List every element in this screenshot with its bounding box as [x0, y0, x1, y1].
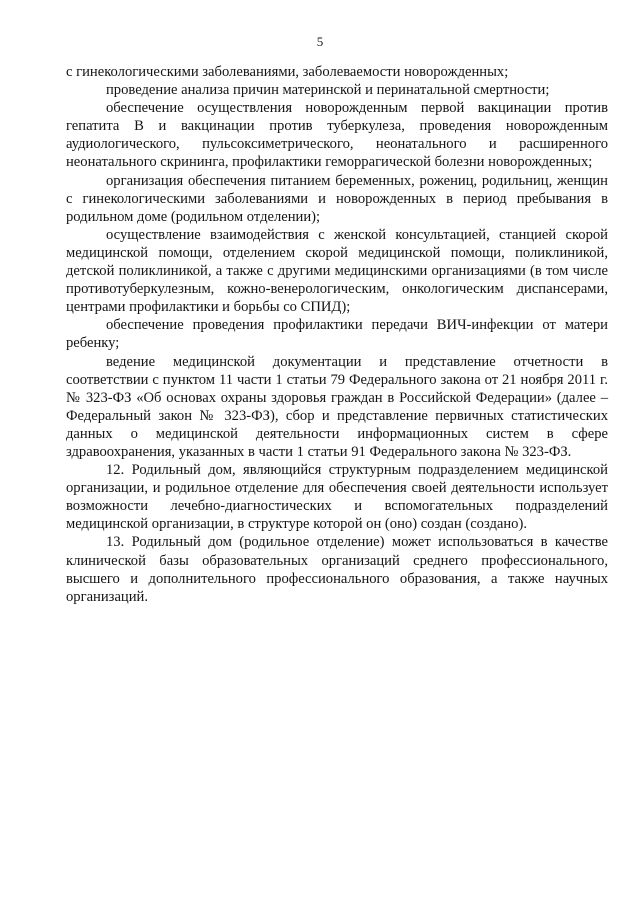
paragraph: обеспечение проведения профилактики передачи ВИЧ-инфекции от матери ребенку;: [66, 317, 608, 352]
paragraph: обеспечение осуществления новорожденным первой вакцинации против гепатита В и вакцинации против туберкулеза, проведения новорожденным аудиологического, пульсоксиметрического, неонатального и расширенного неонатального скрининга, профилактики геморрагической болезни новорожденных;: [66, 100, 608, 171]
paragraph: организация обеспечения питанием беременных, рожениц, родильниц, женщин с гинекологическими заболеваниями и новорожденных в период пребывания в родильном доме (родильном отделении);: [66, 172, 608, 225]
document-body: [66, 63, 608, 606]
paragraph: 12. Родильный дом, являющийся структурным подразделением медицинской организации, и родильное отделение для обеспечения своей деятельности использует возможности лечебно-диагностических и вспомогательных подразделений медицинской организации, в структуре которой он (оно) создан (создано).: [66, 462, 608, 533]
paragraph: осуществление взаимодействия с женской консультацией, станцией скорой медицинской помощи, отделением скорой медицинской помощи, поликлиникой, детской поликлиникой, а также с другими медицинскими организациями (в том числе противотуберкулезным, кожно-венерологическим, онкологическим диспансерами, центрами профилактики и борьбы со СПИД);: [66, 226, 608, 316]
paragraph: проведение анализа причин материнской и перинатальной смертности;: [106, 82, 550, 99]
page-number: 5: [316, 34, 324, 49]
paragraph: ведение медицинской документации и представление отчетности в соответствии с пунктом 11 части 1 статьи 79 Федерального закона от 21 ноября 2011 г. № 323-ФЗ «Об основах охраны здоровья граждан в Российской Федерации» (далее – Федеральный закон № 323-ФЗ), сбор и представление первичных статистических данных о медицинской деятельности информационных систем в сфере здравоохранения, указанных в части 1 статьи 91 Федерального закона № 323-ФЗ.: [66, 353, 608, 460]
paragraph: 13. Родильный дом (родильное отделение) может использоваться в качестве клинической базы образовательных организаций среднего профессионального, высшего и дополнительного профессионального образования, а также научных организаций.: [66, 534, 608, 605]
paragraph: с гинекологическими заболеваниями, заболеваемости новорожденных;: [66, 64, 509, 80]
